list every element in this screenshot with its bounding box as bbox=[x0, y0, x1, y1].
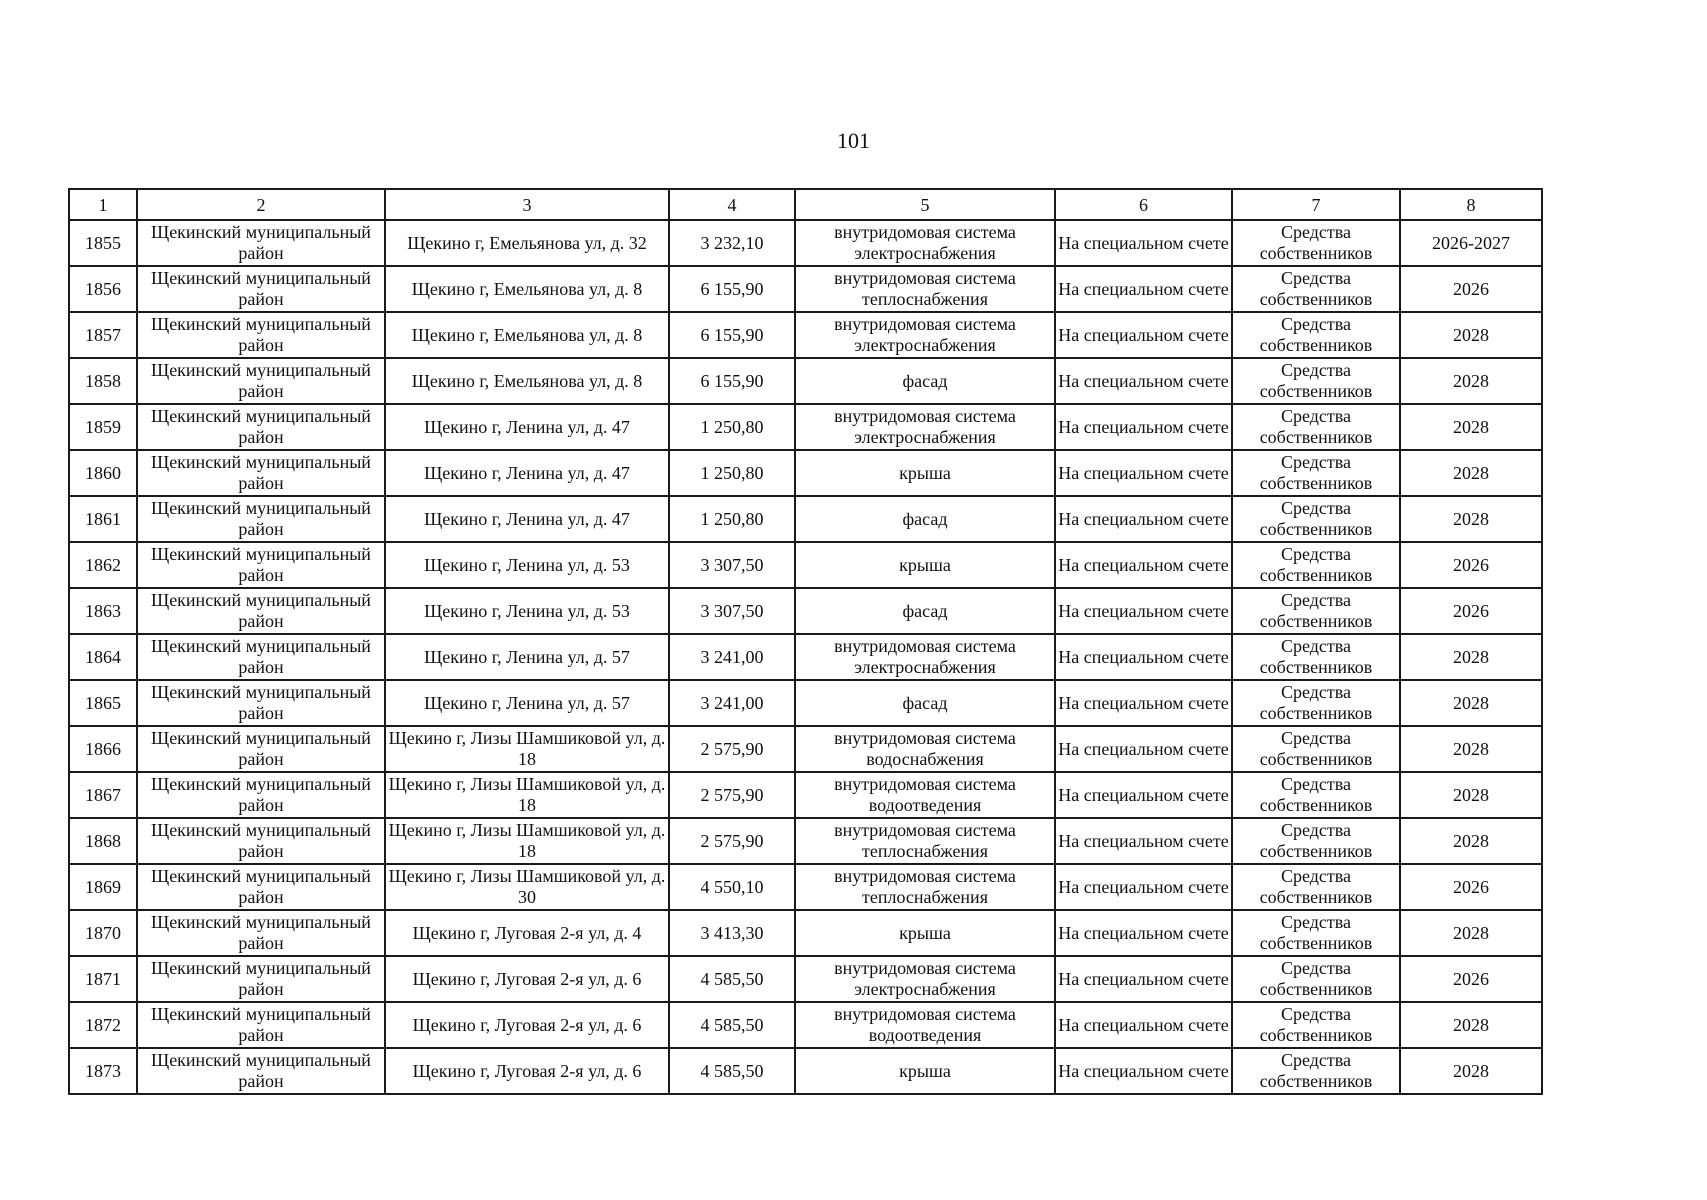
district-cell: Щекинский муниципальный район bbox=[137, 772, 385, 818]
district-cell: Щекинский муниципальный район bbox=[137, 1002, 385, 1048]
funding-source-cell: Средства собственников bbox=[1232, 956, 1400, 1002]
work-type-cell: внутридомовая система электроснабжения bbox=[795, 312, 1055, 358]
funding-source-cell: Средства собственников bbox=[1232, 726, 1400, 772]
row-number-cell: 1857 bbox=[69, 312, 137, 358]
funding-source-cell: Средства собственников bbox=[1232, 864, 1400, 910]
table-row bbox=[69, 312, 1542, 358]
address-cell: Щекино г, Емельянова ул, д. 8 bbox=[385, 266, 669, 312]
address-cell: Щекино г, Лизы Шамшиковой ул, д. 18 bbox=[385, 772, 669, 818]
fund-method-cell: На специальном счете bbox=[1055, 772, 1232, 818]
funding-source-cell: Средства собственников bbox=[1232, 910, 1400, 956]
district-cell: Щекинский муниципальный район bbox=[137, 312, 385, 358]
column-header-1: 1 bbox=[69, 189, 137, 220]
area-cell: 4 585,50 bbox=[669, 956, 795, 1002]
table-header bbox=[69, 189, 1542, 220]
funding-source-cell: Средства собственников bbox=[1232, 680, 1400, 726]
address-cell: Щекино г, Лизы Шамшиковой ул, д. 18 bbox=[385, 726, 669, 772]
funding-source-cell: Средства собственников bbox=[1232, 358, 1400, 404]
address-cell: Щекино г, Ленина ул, д. 47 bbox=[385, 496, 669, 542]
funding-source-cell: Средства собственников bbox=[1232, 542, 1400, 588]
period-cell: 2028 bbox=[1400, 1048, 1542, 1094]
table-row bbox=[69, 634, 1542, 680]
area-cell: 1 250,80 bbox=[669, 450, 795, 496]
table-row bbox=[69, 956, 1542, 1002]
column-header-8: 8 bbox=[1400, 189, 1542, 220]
work-type-cell: фасад bbox=[795, 496, 1055, 542]
funding-source-cell: Средства собственников bbox=[1232, 818, 1400, 864]
period-cell: 2026 bbox=[1400, 864, 1542, 910]
work-type-cell: крыша bbox=[795, 542, 1055, 588]
district-cell: Щекинский муниципальный район bbox=[137, 910, 385, 956]
row-number-cell: 1861 bbox=[69, 496, 137, 542]
period-cell: 2028 bbox=[1400, 404, 1542, 450]
funding-source-cell: Средства собственников bbox=[1232, 450, 1400, 496]
address-cell: Щекино г, Луговая 2-я ул, д. 6 bbox=[385, 1048, 669, 1094]
funding-source-cell: Средства собственников bbox=[1232, 404, 1400, 450]
page-number: 101 bbox=[837, 128, 870, 153]
period-cell: 2028 bbox=[1400, 910, 1542, 956]
period-cell: 2026 bbox=[1400, 956, 1542, 1002]
fund-method-cell: На специальном счете bbox=[1055, 542, 1232, 588]
row-number-cell: 1864 bbox=[69, 634, 137, 680]
district-cell: Щекинский муниципальный район bbox=[137, 818, 385, 864]
fund-method-cell: На специальном счете bbox=[1055, 956, 1232, 1002]
fund-method-cell: На специальном счете bbox=[1055, 220, 1232, 266]
work-type-cell: внутридомовая система водоснабжения bbox=[795, 726, 1055, 772]
period-cell: 2028 bbox=[1400, 680, 1542, 726]
table-row bbox=[69, 680, 1542, 726]
district-cell: Щекинский муниципальный район bbox=[137, 358, 385, 404]
address-cell: Щекино г, Ленина ул, д. 47 bbox=[385, 450, 669, 496]
address-cell: Щекино г, Лизы Шамшиковой ул, д. 18 bbox=[385, 818, 669, 864]
table-row bbox=[69, 726, 1542, 772]
area-cell: 3 307,50 bbox=[669, 588, 795, 634]
funding-source-cell: Средства собственников bbox=[1232, 496, 1400, 542]
area-cell: 6 155,90 bbox=[669, 312, 795, 358]
row-number-cell: 1873 bbox=[69, 1048, 137, 1094]
table-row bbox=[69, 404, 1542, 450]
funding-source-cell: Средства собственников bbox=[1232, 312, 1400, 358]
period-cell: 2028 bbox=[1400, 358, 1542, 404]
fund-method-cell: На специальном счете bbox=[1055, 726, 1232, 772]
row-number-cell: 1868 bbox=[69, 818, 137, 864]
row-number-cell: 1859 bbox=[69, 404, 137, 450]
period-cell: 2028 bbox=[1400, 818, 1542, 864]
row-number-cell: 1865 bbox=[69, 680, 137, 726]
column-header-7: 7 bbox=[1232, 189, 1400, 220]
work-type-cell: внутридомовая система теплоснабжения bbox=[795, 266, 1055, 312]
area-cell: 3 241,00 bbox=[669, 680, 795, 726]
district-cell: Щекинский муниципальный район bbox=[137, 634, 385, 680]
area-cell: 2 575,90 bbox=[669, 726, 795, 772]
area-cell: 3 232,10 bbox=[669, 220, 795, 266]
fund-method-cell: На специальном счете bbox=[1055, 634, 1232, 680]
period-cell: 2028 bbox=[1400, 450, 1542, 496]
address-cell: Щекино г, Ленина ул, д. 53 bbox=[385, 588, 669, 634]
area-cell: 3 307,50 bbox=[669, 542, 795, 588]
address-cell: Щекино г, Ленина ул, д. 57 bbox=[385, 680, 669, 726]
work-type-cell: внутридомовая система теплоснабжения bbox=[795, 864, 1055, 910]
fund-method-cell: На специальном счете bbox=[1055, 266, 1232, 312]
period-cell: 2028 bbox=[1400, 726, 1542, 772]
work-type-cell: фасад bbox=[795, 588, 1055, 634]
district-cell: Щекинский муниципальный район bbox=[137, 956, 385, 1002]
work-type-cell: внутридомовая система водоотведения bbox=[795, 772, 1055, 818]
table-row bbox=[69, 358, 1542, 404]
work-type-cell: внутридомовая система электроснабжения bbox=[795, 634, 1055, 680]
work-type-cell: внутридомовая система водоотведения bbox=[795, 1002, 1055, 1048]
row-number-cell: 1872 bbox=[69, 1002, 137, 1048]
period-cell: 2028 bbox=[1400, 496, 1542, 542]
period-cell: 2028 bbox=[1400, 634, 1542, 680]
area-cell: 6 155,90 bbox=[669, 266, 795, 312]
area-cell: 2 575,90 bbox=[669, 818, 795, 864]
fund-method-cell: На специальном счете bbox=[1055, 404, 1232, 450]
funding-source-cell: Средства собственников bbox=[1232, 1002, 1400, 1048]
table-row bbox=[69, 266, 1542, 312]
district-cell: Щекинский муниципальный район bbox=[137, 496, 385, 542]
funding-source-cell: Средства собственников bbox=[1232, 266, 1400, 312]
address-cell: Щекино г, Лизы Шамшиковой ул, д. 30 bbox=[385, 864, 669, 910]
repair-program-table bbox=[68, 188, 1543, 1095]
address-cell: Щекино г, Емельянова ул, д. 8 bbox=[385, 358, 669, 404]
table-row bbox=[69, 542, 1542, 588]
address-cell: Щекино г, Ленина ул, д. 47 bbox=[385, 404, 669, 450]
address-cell: Щекино г, Емельянова ул, д. 8 bbox=[385, 312, 669, 358]
table-body bbox=[69, 220, 1542, 1094]
row-number-cell: 1858 bbox=[69, 358, 137, 404]
district-cell: Щекинский муниципальный район bbox=[137, 450, 385, 496]
work-type-cell: крыша bbox=[795, 450, 1055, 496]
row-number-cell: 1862 bbox=[69, 542, 137, 588]
row-number-cell: 1870 bbox=[69, 910, 137, 956]
address-cell: Щекино г, Ленина ул, д. 53 bbox=[385, 542, 669, 588]
fund-method-cell: На специальном счете bbox=[1055, 588, 1232, 634]
address-cell: Щекино г, Ленина ул, д. 57 bbox=[385, 634, 669, 680]
period-cell: 2028 bbox=[1400, 772, 1542, 818]
row-number-cell: 1863 bbox=[69, 588, 137, 634]
address-cell: Щекино г, Емельянова ул, д. 32 bbox=[385, 220, 669, 266]
period-cell: 2026-2027 bbox=[1400, 220, 1542, 266]
period-cell: 2028 bbox=[1400, 1002, 1542, 1048]
address-cell: Щекино г, Луговая 2-я ул, д. 4 bbox=[385, 910, 669, 956]
work-type-cell: внутридомовая система электроснабжения bbox=[795, 956, 1055, 1002]
work-type-cell: фасад bbox=[795, 680, 1055, 726]
funding-source-cell: Средства собственников bbox=[1232, 588, 1400, 634]
district-cell: Щекинский муниципальный район bbox=[137, 1048, 385, 1094]
table-row bbox=[69, 1048, 1542, 1094]
fund-method-cell: На специальном счете bbox=[1055, 680, 1232, 726]
table-row bbox=[69, 772, 1542, 818]
district-cell: Щекинский муниципальный район bbox=[137, 220, 385, 266]
table-row bbox=[69, 450, 1542, 496]
work-type-cell: внутридомовая система электроснабжения bbox=[795, 404, 1055, 450]
fund-method-cell: На специальном счете bbox=[1055, 496, 1232, 542]
district-cell: Щекинский муниципальный район bbox=[137, 864, 385, 910]
period-cell: 2026 bbox=[1400, 542, 1542, 588]
district-cell: Щекинский муниципальный район bbox=[137, 680, 385, 726]
fund-method-cell: На специальном счете bbox=[1055, 312, 1232, 358]
table-row bbox=[69, 588, 1542, 634]
work-type-cell: внутридомовая система электроснабжения bbox=[795, 220, 1055, 266]
column-header-6: 6 bbox=[1055, 189, 1232, 220]
work-type-cell: внутридомовая система теплоснабжения bbox=[795, 818, 1055, 864]
area-cell: 4 550,10 bbox=[669, 864, 795, 910]
row-number-cell: 1871 bbox=[69, 956, 137, 1002]
table-row bbox=[69, 220, 1542, 266]
row-number-cell: 1866 bbox=[69, 726, 137, 772]
row-number-cell: 1855 bbox=[69, 220, 137, 266]
table-row bbox=[69, 818, 1542, 864]
fund-method-cell: На специальном счете bbox=[1055, 358, 1232, 404]
funding-source-cell: Средства собственников bbox=[1232, 634, 1400, 680]
table-row bbox=[69, 1002, 1542, 1048]
fund-method-cell: На специальном счете bbox=[1055, 1048, 1232, 1094]
address-cell: Щекино г, Луговая 2-я ул, д. 6 bbox=[385, 956, 669, 1002]
period-cell: 2026 bbox=[1400, 588, 1542, 634]
work-type-cell: крыша bbox=[795, 1048, 1055, 1094]
area-cell: 4 585,50 bbox=[669, 1002, 795, 1048]
district-cell: Щекинский муниципальный район bbox=[137, 726, 385, 772]
work-type-cell: фасад bbox=[795, 358, 1055, 404]
table-row bbox=[69, 864, 1542, 910]
address-cell: Щекино г, Луговая 2-я ул, д. 6 bbox=[385, 1002, 669, 1048]
fund-method-cell: На специальном счете bbox=[1055, 450, 1232, 496]
row-number-cell: 1856 bbox=[69, 266, 137, 312]
column-header-2: 2 bbox=[137, 189, 385, 220]
table-row bbox=[69, 496, 1542, 542]
district-cell: Щекинский муниципальный район bbox=[137, 266, 385, 312]
fund-method-cell: На специальном счете bbox=[1055, 818, 1232, 864]
area-cell: 4 585,50 bbox=[669, 1048, 795, 1094]
fund-method-cell: На специальном счете bbox=[1055, 864, 1232, 910]
district-cell: Щекинский муниципальный район bbox=[137, 404, 385, 450]
column-header-3: 3 bbox=[385, 189, 669, 220]
funding-source-cell: Средства собственников bbox=[1232, 772, 1400, 818]
column-header-4: 4 bbox=[669, 189, 795, 220]
header-row bbox=[69, 189, 1542, 220]
row-number-cell: 1867 bbox=[69, 772, 137, 818]
funding-source-cell: Средства собственников bbox=[1232, 1048, 1400, 1094]
area-cell: 3 413,30 bbox=[669, 910, 795, 956]
area-cell: 3 241,00 bbox=[669, 634, 795, 680]
row-number-cell: 1860 bbox=[69, 450, 137, 496]
table-row bbox=[69, 910, 1542, 956]
row-number-cell: 1869 bbox=[69, 864, 137, 910]
area-cell: 1 250,80 bbox=[669, 404, 795, 450]
fund-method-cell: На специальном счете bbox=[1055, 1002, 1232, 1048]
funding-source-cell: Средства собственников bbox=[1232, 220, 1400, 266]
column-header-5: 5 bbox=[795, 189, 1055, 220]
period-cell: 2028 bbox=[1400, 312, 1542, 358]
period-cell: 2026 bbox=[1400, 266, 1542, 312]
district-cell: Щекинский муниципальный район bbox=[137, 588, 385, 634]
area-cell: 6 155,90 bbox=[669, 358, 795, 404]
area-cell: 2 575,90 bbox=[669, 772, 795, 818]
area-cell: 1 250,80 bbox=[669, 496, 795, 542]
district-cell: Щекинский муниципальный район bbox=[137, 542, 385, 588]
fund-method-cell: На специальном счете bbox=[1055, 910, 1232, 956]
work-type-cell: крыша bbox=[795, 910, 1055, 956]
